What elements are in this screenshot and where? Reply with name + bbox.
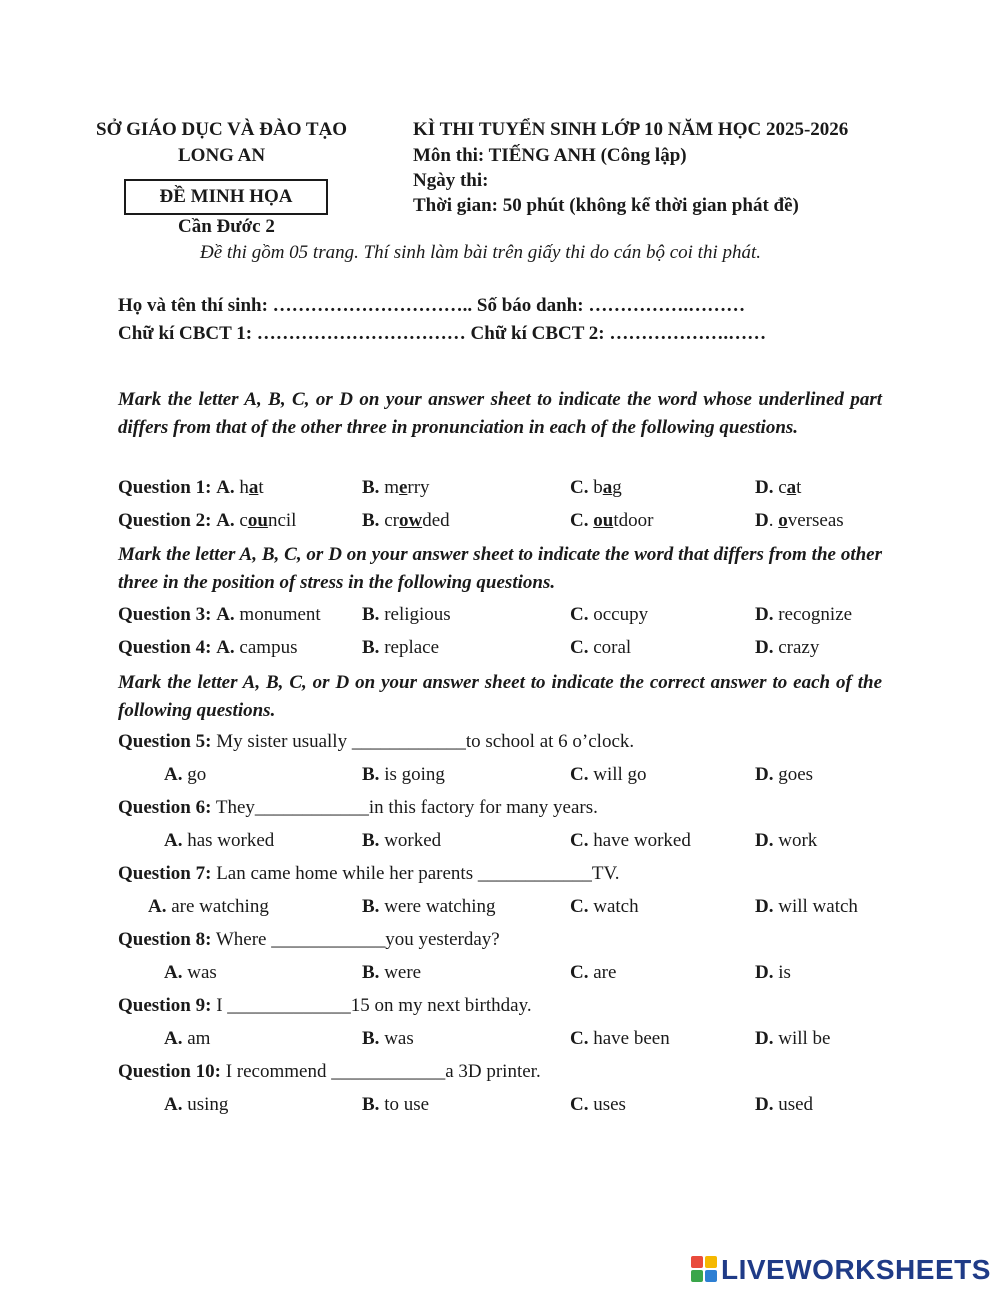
instruction-stress: Mark the letter A, B, C, or D on your answer sheet to indicate the word that differs from the other three in the position of stress in the following questions. xyxy=(118,544,882,593)
option-letter: A. xyxy=(216,510,235,531)
logo-square-1 xyxy=(691,1256,703,1268)
option-c[interactable]: C. will go xyxy=(570,764,647,785)
question-10-stem xyxy=(0,1061,1000,1089)
option-b[interactable]: B. merry xyxy=(362,477,430,498)
exam-subject: Môn thi: TIẾNG ANH (Công lập) xyxy=(413,145,687,166)
question-label: Question 2: xyxy=(118,510,212,531)
question-label: Question 8: xyxy=(118,929,212,950)
question-stem: My sister usually ____________to school at 6 o’clock. xyxy=(211,731,635,752)
option-d[interactable]: D. goes xyxy=(755,764,814,785)
question-10-options xyxy=(0,1094,1000,1122)
underlined-part: a xyxy=(602,477,613,498)
option-a[interactable]: A. using xyxy=(164,1094,229,1115)
school-name: Cần Đước 2 xyxy=(178,216,275,237)
question-label: Question 3: xyxy=(118,604,212,625)
option-c[interactable]: C. have been xyxy=(570,1028,670,1049)
option-c[interactable]: C. coral xyxy=(570,637,632,658)
candidate-name-line: Họ và tên thí sinh: ………………………….. Số báo danh: …………….……… xyxy=(118,295,746,316)
option-a[interactable]: A. was xyxy=(164,962,217,983)
question-stem: Where ____________you yesterday? xyxy=(211,929,500,950)
question-9-options xyxy=(0,1028,1000,1056)
option-c[interactable]: C. occupy xyxy=(570,604,649,625)
option-d[interactable]: D. work xyxy=(755,830,818,851)
question-8-options xyxy=(0,962,1000,990)
option-d[interactable]: D. used xyxy=(755,1094,814,1115)
question-7-stem xyxy=(0,863,1000,891)
question-3: Question 3: A. monument B. religious C. occupy D. recognize xyxy=(118,604,853,625)
option-c[interactable]: C. uses xyxy=(570,1094,626,1115)
option-a[interactable]: A. am xyxy=(164,1028,211,1049)
question-label: Question 10: xyxy=(118,1061,221,1082)
option-d[interactable]: D. recognize xyxy=(755,604,853,625)
exam-title: KÌ THI TUYỂN SINH LỚP 10 NĂM HỌC 2025-2026 xyxy=(413,119,849,140)
question-stem: They____________in this factory for many years. xyxy=(211,797,598,818)
question-stem: Lan came home while her parents ____________TV. xyxy=(211,863,620,884)
option-letter: A. xyxy=(216,477,235,498)
option-d[interactable]: D. cat xyxy=(755,477,802,498)
logo-text: LIVEWORKSHEETS xyxy=(721,1254,991,1285)
question-label: Question 1: xyxy=(118,477,212,498)
question-label: Question 5: xyxy=(118,731,212,752)
question-7-options xyxy=(0,896,1000,924)
question-8-stem xyxy=(0,929,1000,957)
supervisor-signature-line: Chữ kí CBCT 1: …………………………… Chữ kí CBCT 2: ……………….…… xyxy=(118,323,767,344)
underlined-part: ou xyxy=(247,510,268,531)
option-b[interactable]: B. crowded xyxy=(362,510,450,531)
logo-square-3 xyxy=(691,1270,703,1282)
question-4: Question 4: A. campus B. replace C. coral D. crazy xyxy=(118,637,820,658)
underlined-part: a xyxy=(786,477,797,498)
underlined-part: o xyxy=(778,510,788,531)
option-d[interactable]: D. will watch xyxy=(755,896,858,917)
option-b[interactable]: B. is going xyxy=(362,764,445,785)
instruction-correct-answer: Mark the letter A, B, C, or D on your answer sheet to indicate the correct answer to each of the following questions. xyxy=(118,672,882,721)
option-c[interactable]: C. watch xyxy=(570,896,639,917)
question-label: Question 7: xyxy=(118,863,212,884)
sample-exam-badge: ĐỀ MINH HỌA xyxy=(124,179,328,215)
question-label: Question 4: xyxy=(118,637,212,658)
question-6-options xyxy=(0,830,1000,858)
department-name: SỞ GIÁO DỤC VÀ ĐÀO TẠO xyxy=(96,119,348,140)
option-a[interactable]: A. go xyxy=(164,764,207,785)
question-5-stem xyxy=(0,731,1000,759)
option-c[interactable]: C. bag xyxy=(570,477,622,498)
option-b[interactable]: B. were watching xyxy=(362,896,496,917)
underlined-part: e xyxy=(398,477,408,498)
question-5-options xyxy=(0,764,1000,792)
underlined-part: ou xyxy=(593,510,614,531)
underlined-part: a xyxy=(248,477,259,498)
liveworksheets-logo-icon xyxy=(691,1256,719,1284)
option-b[interactable]: B. to use xyxy=(362,1094,430,1115)
exam-date: Ngày thi: xyxy=(413,170,489,191)
option-d[interactable]: D. overseas xyxy=(755,510,844,531)
question-6-stem xyxy=(0,797,1000,825)
option-d[interactable]: D. will be xyxy=(755,1028,831,1049)
logo-square-2 xyxy=(705,1256,717,1268)
option-d[interactable]: D. is xyxy=(755,962,791,983)
question-1: Question 1: A. hat B. merry C. bag D. cat xyxy=(118,477,802,498)
logo-square-4 xyxy=(705,1270,717,1282)
option-b[interactable]: B. was xyxy=(362,1028,414,1049)
option-c[interactable]: C. have worked xyxy=(570,830,691,851)
question-9-stem xyxy=(0,995,1000,1023)
option-a[interactable]: A. are watching xyxy=(148,896,269,917)
instruction-pronunciation: Mark the letter A, B, C, or D on your answer sheet to indicate the word whose underlined part differs from that of the other three in pronunciation in each of the following questions. xyxy=(118,389,882,438)
question-label: Question 6: xyxy=(118,797,212,818)
exam-note: Đề thi gồm 05 trang. Thí sinh làm bài trên giấy thi do cán bộ coi thi phát. xyxy=(200,242,762,263)
underlined-part: ow xyxy=(398,510,423,531)
liveworksheets-logo[interactable] xyxy=(691,1252,991,1288)
question-2: Question 2: A. council B. crowded C. outdoor D. overseas xyxy=(118,510,844,531)
option-a[interactable]: A. has worked xyxy=(164,830,275,851)
exam-duration: Thời gian: 50 phút (không kể thời gian phát đề) xyxy=(413,195,799,216)
option-c[interactable]: C. are xyxy=(570,962,617,983)
option-c[interactable]: C. outdoor xyxy=(570,510,654,531)
option-d[interactable]: D. crazy xyxy=(755,637,820,658)
option-b[interactable]: B. worked xyxy=(362,830,442,851)
province-name: LONG AN xyxy=(178,145,266,166)
question-stem: I recommend ____________a 3D printer. xyxy=(220,1061,541,1082)
option-b[interactable]: B. replace xyxy=(362,637,440,658)
option-b[interactable]: B. were xyxy=(362,962,422,983)
question-label: Question 9: xyxy=(118,995,212,1016)
option-b[interactable]: B. religious xyxy=(362,604,451,625)
question-stem: I _____________15 on my next birthday. xyxy=(211,995,532,1016)
